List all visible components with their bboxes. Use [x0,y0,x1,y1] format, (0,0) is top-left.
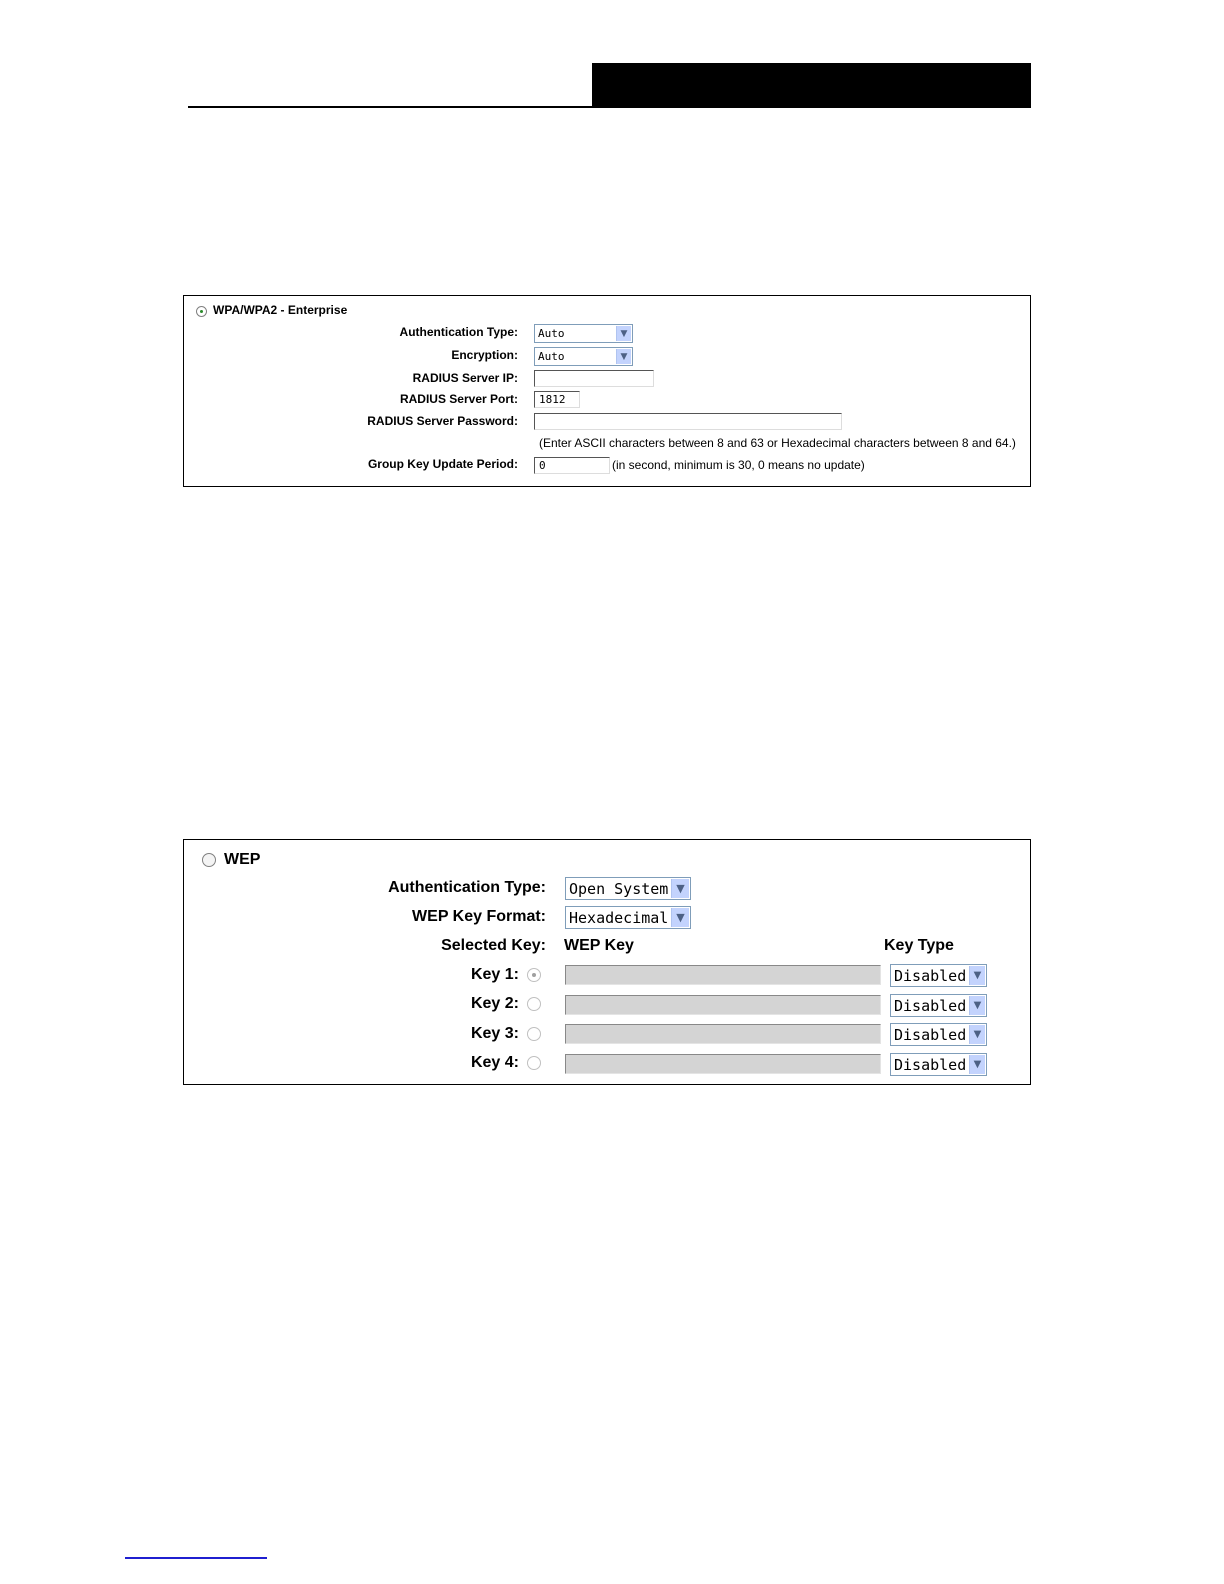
wep-key-format-value: Hexadecimal [569,909,669,927]
key-select-radio[interactable] [527,1056,541,1070]
radius-ip-label: RADIUS Server IP: [412,371,518,385]
header-edge [1029,63,1031,108]
wep-auth-type-label: Authentication Type: [388,879,546,896]
auth-type-select[interactable] [534,324,633,343]
encryption-label: Encryption: [451,348,518,362]
wep-radio[interactable] [202,853,216,867]
key-type-column-header: Key Type [884,937,954,954]
key-select-radio[interactable] [527,968,541,982]
key-label: Key 2: [470,995,519,1012]
wep-auth-type-value: Open System [569,880,669,898]
key-type-value: Disabled [894,1026,967,1044]
radio-selected-dot [200,310,203,313]
chevron-down-icon: ▼ [616,349,631,364]
wep-key-input[interactable] [565,1024,881,1044]
wpa-enterprise-panel [183,295,1031,487]
encryption-value: Auto [538,350,565,363]
chevron-down-icon: ▼ [969,1025,985,1044]
auth-type-label: Authentication Type: [399,325,518,339]
wep-key-input[interactable] [565,965,881,985]
key-type-select[interactable] [890,994,987,1017]
wep-key-format-select[interactable] [565,906,691,929]
radius-port-label: RADIUS Server Port: [399,392,518,406]
key-type-select[interactable] [890,964,987,987]
key-label: Key 1: [470,966,519,983]
radius-ip-input[interactable] [534,370,654,387]
key-label: Key 4: [470,1054,519,1071]
wep-key-format-label: WEP Key Format: [412,908,546,925]
wep-key-input[interactable] [565,1054,881,1074]
wep-label: WEP [224,851,261,868]
wep-panel [183,839,1031,1085]
radius-password-input[interactable] [534,413,842,430]
key-label: Key 3: [470,1025,519,1042]
wep-key-input[interactable] [565,995,881,1015]
chevron-down-icon: ▼ [969,1055,985,1074]
radius-password-label: RADIUS Server Password: [367,414,518,428]
key-select-radio[interactable] [527,997,541,1011]
encryption-select[interactable] [534,347,633,366]
selected-key-label: Selected Key: [441,937,546,954]
group-key-label: Group Key Update Period: [367,457,518,471]
wep-auth-type-select[interactable] [565,877,691,900]
key-type-value: Disabled [894,997,967,1015]
key-type-value: Disabled [894,1056,967,1074]
footer-link-underline[interactable] [125,1557,267,1559]
chevron-down-icon: ▼ [616,326,631,341]
wep-key-column-header: WEP Key [564,937,634,954]
key-type-value: Disabled [894,967,967,985]
group-key-input[interactable]: 0 [534,457,610,474]
key-type-select[interactable] [890,1023,987,1046]
chevron-down-icon: ▼ [969,996,985,1015]
password-hint: (Enter ASCII characters between 8 and 63 or Hexadecimal characters between 8 and 64.) [539,436,1016,450]
header-title-bar [592,63,1029,108]
chevron-down-icon: ▼ [969,966,985,985]
auth-type-value: Auto [538,327,565,340]
chevron-down-icon: ▼ [671,908,689,927]
wpa-enterprise-label: WPA/WPA2 - Enterprise [213,303,348,317]
group-key-hint: (in second, minimum is 30, 0 means no update) [612,458,865,472]
radio-selected-dot [532,973,536,977]
radius-port-input[interactable]: 1812 [534,391,580,408]
key-type-select[interactable] [890,1053,987,1076]
key-select-radio[interactable] [527,1027,541,1041]
wpa-enterprise-radio[interactable] [196,306,207,317]
header-rule [188,106,1031,108]
chevron-down-icon: ▼ [671,879,689,898]
